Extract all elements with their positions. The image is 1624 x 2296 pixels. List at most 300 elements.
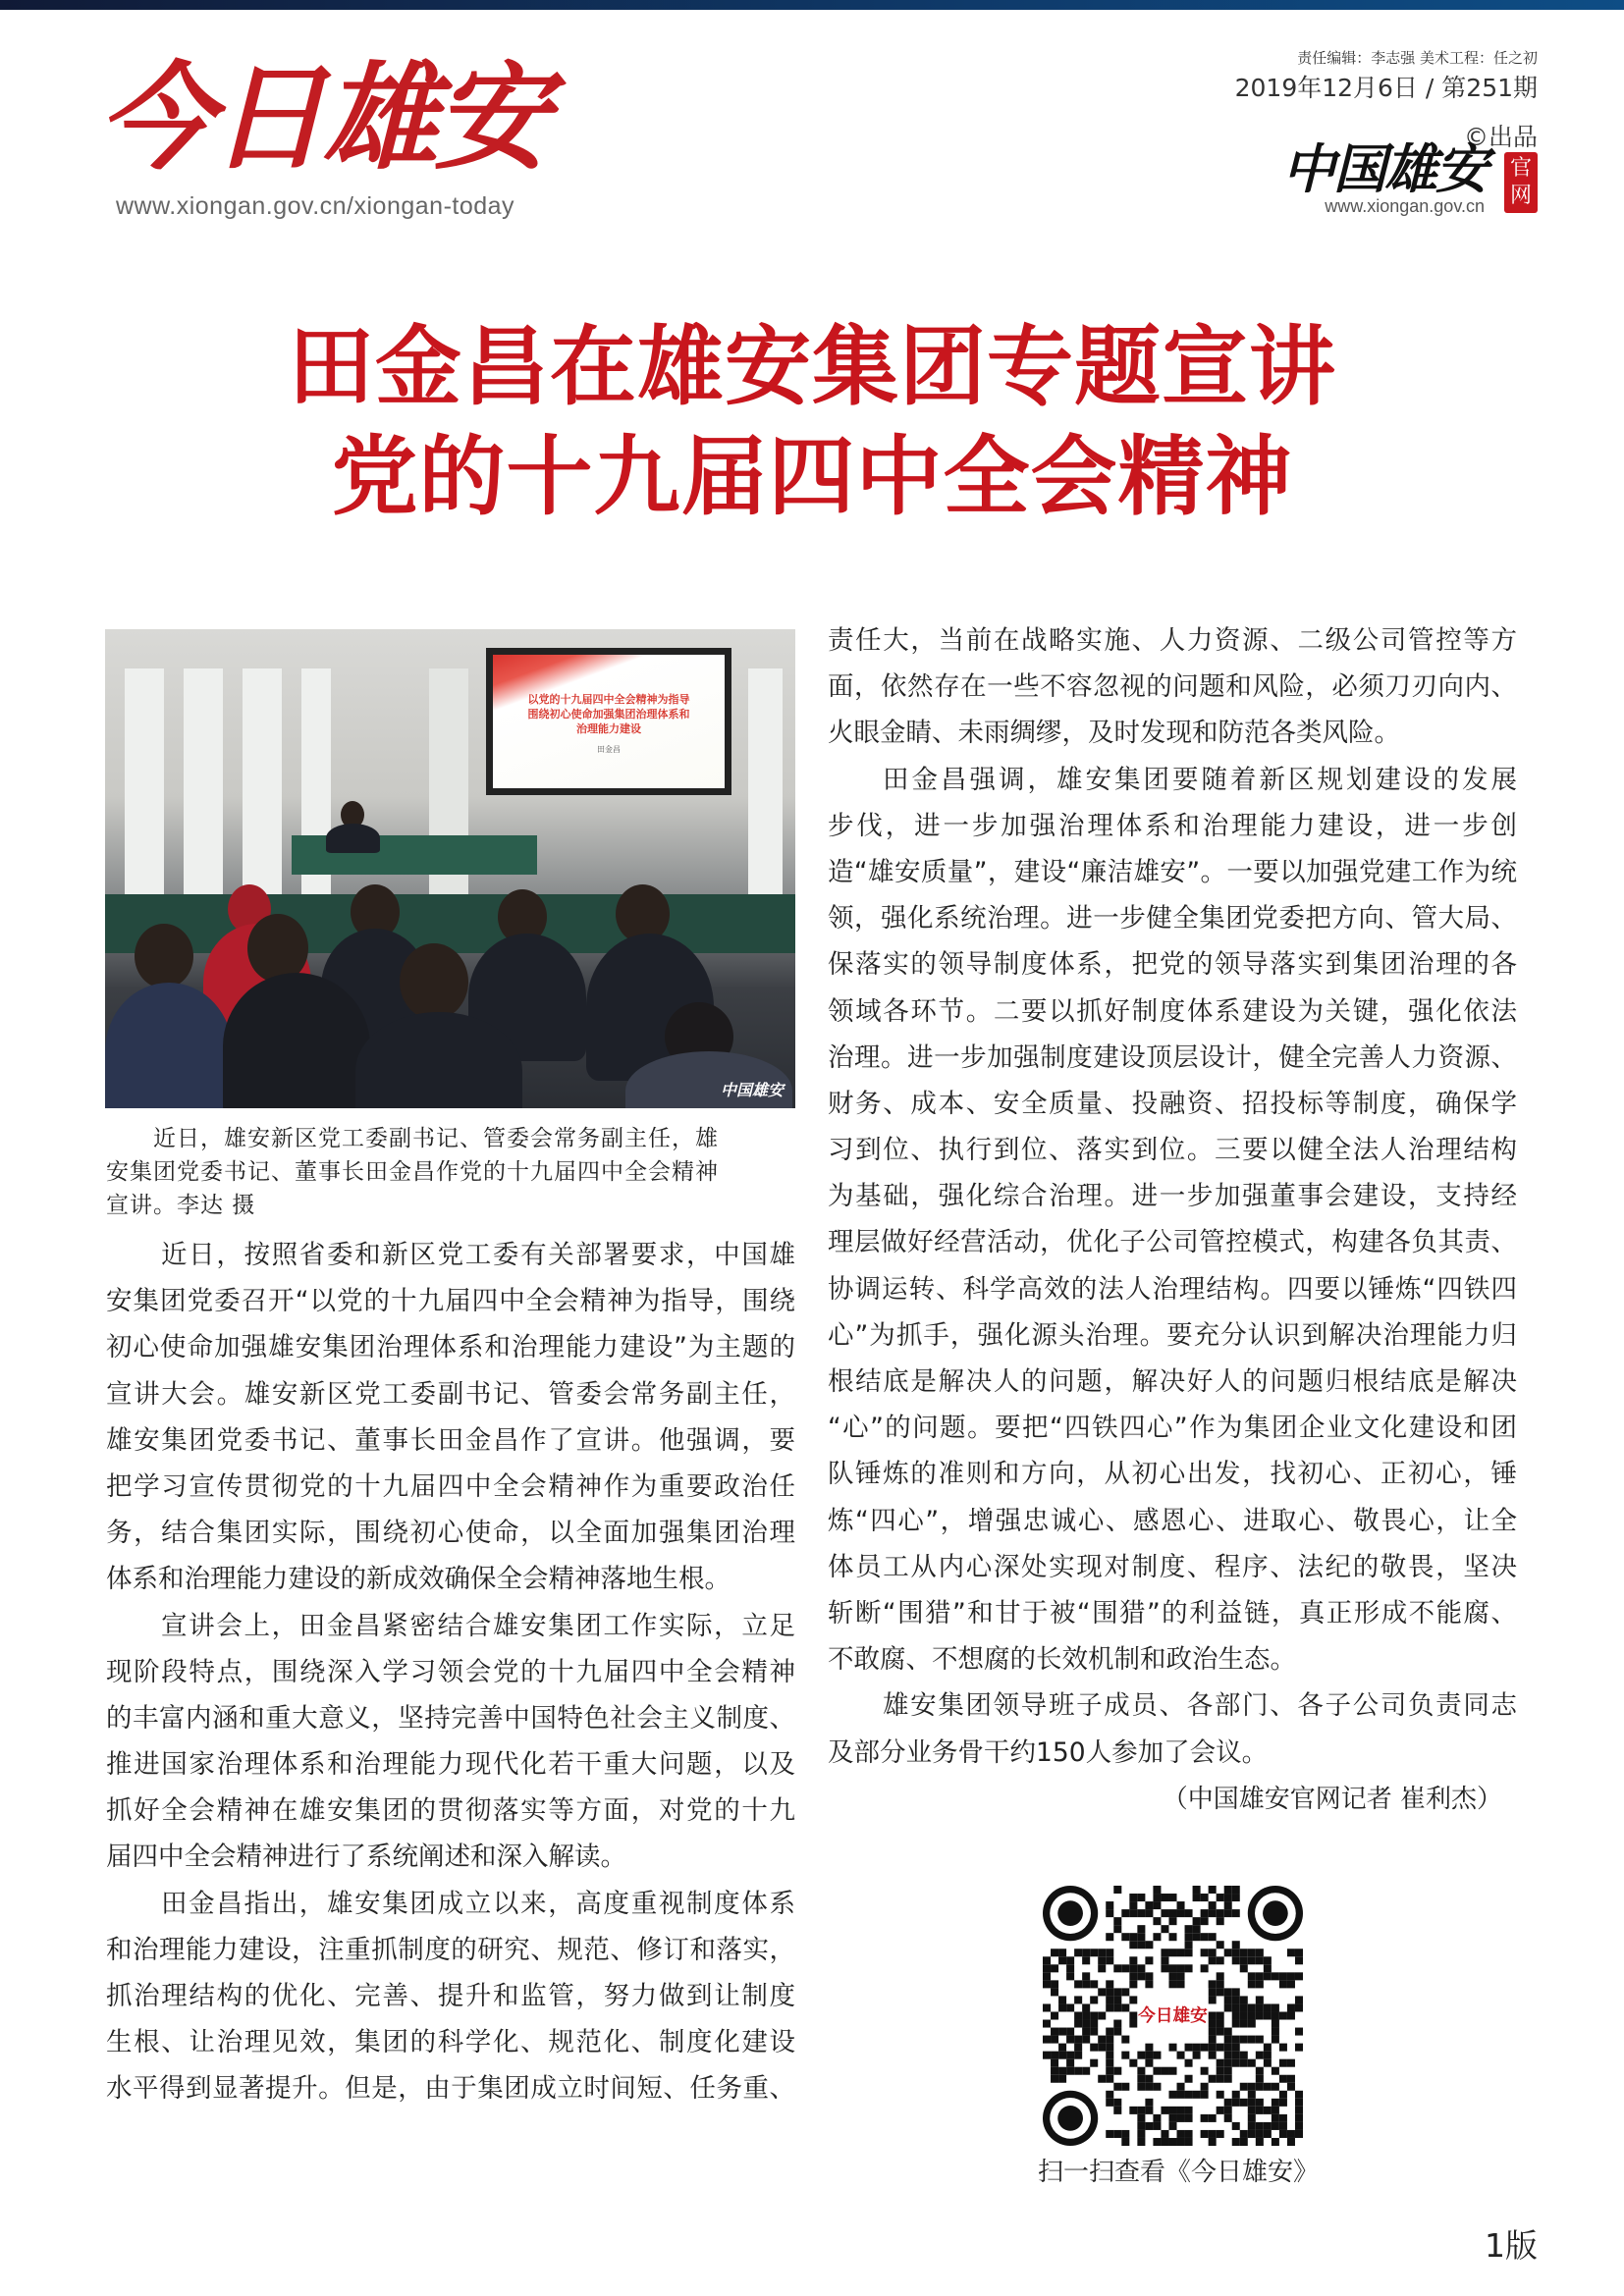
masthead-url[interactable]: www.xiongan.gov.cn/xiongan-today xyxy=(116,192,515,220)
qr-module xyxy=(1295,1949,1303,1956)
qr-module xyxy=(1153,1917,1161,1925)
article-line: 治理。进一步加强制度建设顶层设计，健全完善人力资源、 xyxy=(828,1041,1517,1073)
qr-module xyxy=(1161,1925,1168,1933)
qr-module xyxy=(1279,2044,1287,2052)
qr-module xyxy=(1248,1956,1256,1964)
qr-module xyxy=(1106,1909,1113,1917)
article-line: 抓好全会精神在雄安集团的贯彻落实等方面，对党的十九 xyxy=(106,1795,795,1827)
qr-module xyxy=(1074,1949,1082,1956)
qr-module xyxy=(1279,2099,1287,2107)
qr-module xyxy=(1295,1956,1303,1964)
qr-module xyxy=(1232,1956,1240,1964)
article-line: 和治理能力建设，注重抓制度的研究、规范、修订和落实， xyxy=(106,1934,795,1965)
qr-module xyxy=(1106,1933,1113,1941)
qr-module xyxy=(1161,1949,1168,1956)
article-line: 责任大，当前在战略实施、人力资源、二级公司管控等方 xyxy=(828,625,1517,656)
qr-module xyxy=(1113,1886,1121,1894)
presentation-screen xyxy=(486,648,731,795)
masthead-logo: 今日雄安 xyxy=(98,49,547,186)
qr-module xyxy=(1106,2091,1113,2099)
qr-module xyxy=(1051,2028,1058,2036)
qr-module xyxy=(1137,2107,1145,2114)
qr-module xyxy=(1129,1972,1137,1980)
qr-module xyxy=(1058,2044,1066,2052)
qr-module xyxy=(1287,2059,1295,2067)
qr-module xyxy=(1177,2114,1185,2122)
qr-module xyxy=(1240,2138,1248,2146)
qr-module xyxy=(1168,1933,1176,1941)
qr-module xyxy=(1232,1894,1240,1901)
article-line: 不敢腐、不想腐的长效机制和政治生态。 xyxy=(828,1644,1296,1676)
qr-module xyxy=(1272,2028,1279,2036)
qr-module xyxy=(1240,2020,1248,2028)
qr-module xyxy=(1137,2130,1145,2138)
qr-module xyxy=(1121,2083,1129,2091)
qr-module xyxy=(1058,2075,1066,2083)
qr-module xyxy=(1272,2083,1279,2091)
qr-module xyxy=(1082,2020,1090,2028)
qr-module xyxy=(1185,2059,1193,2067)
qr-module xyxy=(1217,1956,1224,1964)
qr-module xyxy=(1224,2044,1232,2052)
qr-module xyxy=(1129,2107,1137,2114)
qr-module xyxy=(1209,2020,1217,2028)
qr-module xyxy=(1145,2107,1153,2114)
qr-module xyxy=(1240,2059,1248,2067)
qr-module xyxy=(1066,2067,1074,2075)
qr-module xyxy=(1090,1949,1098,1956)
qr-module xyxy=(1168,1917,1176,1925)
qr-module xyxy=(1121,2003,1129,2011)
qr-module xyxy=(1232,1949,1240,1956)
qr-module xyxy=(1201,2130,1209,2138)
qr-module xyxy=(1058,2003,1066,2011)
qr-module xyxy=(1168,1909,1176,1917)
qr-module xyxy=(1232,2138,1240,2146)
qr-module xyxy=(1145,2099,1153,2107)
article-line: 安集团党委召开“以党的十九届四中全会精神为指导，围绕 xyxy=(106,1286,795,1317)
qr-module xyxy=(1043,1972,1051,1980)
qr-module xyxy=(1121,2052,1129,2059)
qr-module xyxy=(1051,2067,1058,2075)
qr-module xyxy=(1168,2122,1176,2130)
qr-module xyxy=(1145,2044,1153,2052)
qr-module xyxy=(1098,2044,1106,2052)
caption-line: 安集团党委书记、董事长田金昌作党的十九届四中全会精神 xyxy=(106,1159,719,1185)
qr-module xyxy=(1129,2020,1137,2028)
qr-module xyxy=(1066,2059,1074,2067)
qr-module xyxy=(1279,2091,1287,2099)
qr-module xyxy=(1098,1956,1106,1964)
qr-module xyxy=(1209,2052,1217,2059)
article-line: 根结底是解决人的问题，解决好人的问题归根结底是解决 xyxy=(828,1366,1517,1397)
qr-module xyxy=(1137,1972,1145,1980)
qr-module xyxy=(1137,1909,1145,1917)
qr-module xyxy=(1224,1988,1232,1996)
qr-module xyxy=(1232,2091,1240,2099)
qr-module xyxy=(1295,1996,1303,2003)
qr-module xyxy=(1113,2107,1121,2114)
qr-module xyxy=(1209,1909,1217,1917)
qr-module xyxy=(1240,2130,1248,2138)
qr-module xyxy=(1224,2114,1232,2122)
qr-module xyxy=(1098,2075,1106,2083)
article-line: 为基础，强化综合治理。进一步加强董事会建设，支持经 xyxy=(828,1181,1517,1212)
qr-module xyxy=(1082,1949,1090,1956)
qr-module xyxy=(1295,2107,1303,2114)
qr-module xyxy=(1224,1949,1232,1956)
qr-module xyxy=(1201,1909,1209,1917)
qr-module xyxy=(1256,2036,1264,2044)
qr-module xyxy=(1201,1933,1209,1941)
qr-code[interactable] xyxy=(1043,1886,1303,2146)
qr-module xyxy=(1177,2091,1185,2099)
qr-module xyxy=(1058,2028,1066,2036)
qr-module xyxy=(1098,2036,1106,2044)
qr-module xyxy=(1185,2107,1193,2114)
qr-module xyxy=(1098,1949,1106,1956)
qr-module xyxy=(1051,2052,1058,2059)
qr-module xyxy=(1161,2107,1168,2114)
article-line: 宣讲会上，田金昌紧密结合雄安集团工作实际，立足 xyxy=(161,1610,795,1641)
qr-module xyxy=(1106,1901,1113,1909)
qr-module xyxy=(1145,1909,1153,1917)
qr-module xyxy=(1217,2130,1224,2138)
qr-module xyxy=(1082,2036,1090,2044)
qr-module xyxy=(1209,1901,1217,1909)
qr-module xyxy=(1121,1933,1129,1941)
qr-module xyxy=(1248,1949,1256,1956)
qr-module xyxy=(1240,2003,1248,2011)
qr-module xyxy=(1209,2036,1217,2044)
qr-module xyxy=(1217,2011,1224,2019)
qr-module xyxy=(1248,2003,1256,2011)
qr-module xyxy=(1248,2020,1256,2028)
qr-module xyxy=(1185,2091,1193,2099)
qr-module xyxy=(1248,2083,1256,2091)
qr-module xyxy=(1145,1972,1153,1980)
qr-module xyxy=(1240,1996,1248,2003)
qr-module xyxy=(1193,1886,1201,1894)
qr-module xyxy=(1051,1949,1058,1956)
qr-module xyxy=(1051,2011,1058,2019)
qr-module xyxy=(1248,1972,1256,1980)
qr-module xyxy=(1177,1901,1185,1909)
qr-module xyxy=(1193,2091,1201,2099)
qr-module xyxy=(1074,2020,1082,2028)
qr-module xyxy=(1082,2067,1090,2075)
qr-module xyxy=(1209,2028,1217,2036)
qr-module xyxy=(1264,2107,1272,2114)
qr-module xyxy=(1264,2011,1272,2019)
qr-module xyxy=(1090,1996,1098,2003)
qr-module xyxy=(1256,2011,1264,2019)
qr-module xyxy=(1153,2052,1161,2059)
qr-module xyxy=(1256,2099,1264,2107)
qr-module xyxy=(1201,1949,1209,1956)
qr-module xyxy=(1201,2067,1209,2075)
qr-module xyxy=(1066,2003,1074,2011)
qr-module xyxy=(1129,1901,1137,1909)
reporter-credit: （中国雄安官网记者 崔利杰） xyxy=(1162,1785,1502,1814)
qr-module xyxy=(1256,1996,1264,2003)
photo-caption xyxy=(106,1122,795,1222)
page-number: 1版 xyxy=(1485,2226,1538,2265)
article-line: 协调运转、科学高效的法人治理结构。四要以锤炼“四铁四 xyxy=(828,1273,1517,1305)
qr-module xyxy=(1168,2114,1176,2122)
article-line: 的丰富内涵和重大意义，坚持完善中国特色社会主义制度、 xyxy=(106,1702,795,1734)
qr-module xyxy=(1177,1972,1185,1980)
qr-module xyxy=(1145,2059,1153,2067)
qr-module xyxy=(1168,1980,1176,1988)
qr-module xyxy=(1272,2036,1279,2044)
qr-module xyxy=(1232,2059,1240,2067)
qr-module xyxy=(1129,1941,1137,1949)
qr-module xyxy=(1256,2138,1264,2146)
qr-module xyxy=(1177,2052,1185,2059)
qr-module xyxy=(1145,2052,1153,2059)
qr-module xyxy=(1240,1956,1248,1964)
publisher-url[interactable]: www.xiongan.gov.cn xyxy=(1325,196,1485,216)
article-line: 宣讲大会。雄安新区党工委副书记、管委会常务副主任， xyxy=(106,1378,795,1410)
qr-module xyxy=(1051,2036,1058,2044)
qr-module xyxy=(1240,1949,1248,1956)
qr-module xyxy=(1272,2114,1279,2122)
qr-module xyxy=(1224,2036,1232,2044)
qr-module xyxy=(1193,1925,1201,1933)
qr-module xyxy=(1217,1941,1224,1949)
qr-module xyxy=(1082,2003,1090,2011)
qr-module xyxy=(1051,1988,1058,1996)
article-line: 体员工从内心深处实现对制度、程序、法纪的敬畏，坚决 xyxy=(828,1551,1517,1582)
qr-module xyxy=(1248,1980,1256,1988)
qr-module xyxy=(1082,1980,1090,1988)
qr-module xyxy=(1043,1956,1051,1964)
qr-module xyxy=(1145,2122,1153,2130)
qr-module xyxy=(1145,1956,1153,1964)
qr-module xyxy=(1129,2011,1137,2019)
qr-module xyxy=(1106,2099,1113,2107)
qr-module xyxy=(1153,2114,1161,2122)
qr-module xyxy=(1201,1964,1209,1972)
qr-module xyxy=(1232,1996,1240,2003)
top-bar xyxy=(0,0,1624,10)
qr-module xyxy=(1185,2130,1193,2138)
qr-finder-pattern xyxy=(1057,1900,1083,1926)
qr-module xyxy=(1287,1972,1295,1980)
qr-module xyxy=(1193,2044,1201,2052)
qr-module xyxy=(1217,2028,1224,2036)
qr-module xyxy=(1264,2130,1272,2138)
qr-module xyxy=(1106,1956,1113,1964)
qr-module xyxy=(1193,2052,1201,2059)
qr-module xyxy=(1145,2075,1153,2083)
qr-module xyxy=(1295,1972,1303,1980)
qr-module xyxy=(1264,1956,1272,1964)
qr-module xyxy=(1113,2083,1121,2091)
qr-module xyxy=(1248,2122,1256,2130)
editors-credit: 责任编辑：李志强 美术工程：任之初 xyxy=(1297,49,1538,67)
article-line: 雄安集团领导班子成员、各部门、各子公司负责同志 xyxy=(883,1690,1517,1722)
qr-module xyxy=(1129,2059,1137,2067)
qr-module xyxy=(1066,2052,1074,2059)
qr-module xyxy=(1161,2067,1168,2075)
qr-module xyxy=(1121,2130,1129,2138)
qr-module xyxy=(1279,2059,1287,2067)
article-line: 火眼金睛、未雨绸缪，及时发现和防范各类风险。 xyxy=(828,718,1400,749)
qr-module xyxy=(1113,2020,1121,2028)
qr-module xyxy=(1232,1909,1240,1917)
qr-module xyxy=(1279,1980,1287,1988)
publisher-logo: 中国雄安 xyxy=(1282,137,1487,200)
qr-module xyxy=(1232,2003,1240,2011)
qr-module xyxy=(1272,1972,1279,1980)
qr-module xyxy=(1137,2083,1145,2091)
qr-module xyxy=(1106,2067,1113,2075)
qr-module xyxy=(1217,2020,1224,2028)
qr-module xyxy=(1279,2114,1287,2122)
qr-module xyxy=(1193,1894,1201,1901)
qr-module xyxy=(1168,2138,1176,2146)
qr-module xyxy=(1058,2067,1066,2075)
qr-module xyxy=(1106,2075,1113,2083)
article-line: 面，依然存在一些不容忽视的问题和风险，必须刀刃向内、 xyxy=(828,671,1517,703)
qr-module xyxy=(1209,1886,1217,1894)
qr-module xyxy=(1224,2052,1232,2059)
qr-module xyxy=(1264,2083,1272,2091)
qr-module xyxy=(1043,2036,1051,2044)
qr-module xyxy=(1121,1909,1129,1917)
qr-module xyxy=(1168,1972,1176,1980)
qr-module xyxy=(1217,2067,1224,2075)
qr-module xyxy=(1209,1988,1217,1996)
qr-module xyxy=(1279,2075,1287,2083)
qr-module xyxy=(1043,2052,1051,2059)
qr-module xyxy=(1090,2020,1098,2028)
qr-module xyxy=(1240,2052,1248,2059)
qr-module xyxy=(1153,2138,1161,2146)
caption-line: 近日，雄安新区党工委副书记、管委会常务副主任，雄 xyxy=(106,1126,719,1151)
qr-module xyxy=(1217,2075,1224,2083)
qr-module xyxy=(1177,2138,1185,2146)
qr-module xyxy=(1113,2067,1121,2075)
qr-module xyxy=(1129,1894,1137,1901)
qr-module xyxy=(1185,2075,1193,2083)
headline-line-1: 田金昌在雄安集团专题宣讲 xyxy=(287,315,1336,417)
qr-module xyxy=(1137,2052,1145,2059)
qr-module xyxy=(1224,1909,1232,1917)
qr-module xyxy=(1201,1917,1209,1925)
qr-module xyxy=(1137,2122,1145,2130)
qr-module xyxy=(1232,2036,1240,2044)
qr-module xyxy=(1209,1956,1217,1964)
qr-module xyxy=(1066,2028,1074,2036)
qr-module xyxy=(1264,2044,1272,2052)
qr-module xyxy=(1106,2052,1113,2059)
qr-module xyxy=(1090,1980,1098,1988)
article-line: 水平得到显著提升。但是，由于集团成立时间短、任务重、 xyxy=(106,2073,795,2105)
qr-module xyxy=(1145,1941,1153,1949)
qr-module xyxy=(1185,2044,1193,2052)
qr-module xyxy=(1106,1996,1113,2003)
article-line: 队锤炼的准则和方向，从初心出发，找初心、正初心，锤 xyxy=(828,1459,1517,1490)
qr-module xyxy=(1193,1917,1201,1925)
qr-module xyxy=(1066,1956,1074,1964)
qr-module xyxy=(1287,2075,1295,2083)
qr-module xyxy=(1287,2011,1295,2019)
article-line: 炼“四心”，增强忠诚心、感恩心、进取心、敬畏心，让全 xyxy=(828,1505,1517,1536)
screen-author: 田金昌 xyxy=(597,745,621,754)
qr-module xyxy=(1074,2067,1082,2075)
qr-module xyxy=(1113,2099,1121,2107)
qr-module xyxy=(1113,1917,1121,1925)
qr-module xyxy=(1217,1917,1224,1925)
qr-module xyxy=(1043,1980,1051,1988)
qr-module xyxy=(1106,1949,1113,1956)
qr-module xyxy=(1256,2067,1264,2075)
article-line: 把学习宣传贯彻党的十九届四中全会精神作为重要政治任 xyxy=(106,1470,795,1502)
qr-module xyxy=(1287,1980,1295,1988)
qr-module xyxy=(1113,1996,1121,2003)
qr-module xyxy=(1248,2091,1256,2099)
qr-module xyxy=(1264,2003,1272,2011)
qr-module xyxy=(1201,2044,1209,2052)
qr-module xyxy=(1256,2122,1264,2130)
qr-module xyxy=(1248,2107,1256,2114)
qr-module xyxy=(1137,2075,1145,2083)
article-line: 及部分业务骨干约150人参加了会议。 xyxy=(828,1736,1269,1768)
qr-center-label: 今日雄安 xyxy=(1138,2005,1208,2027)
qr-module xyxy=(1137,1964,1145,1972)
headline-line-2: 党的十九届四中全会精神 xyxy=(331,425,1293,527)
qr-module xyxy=(1106,2028,1113,2036)
qr-module xyxy=(1161,1956,1168,1964)
qr-module xyxy=(1066,1972,1074,1980)
qr-finder-pattern xyxy=(1057,2106,1083,2131)
qr-module xyxy=(1248,2099,1256,2107)
qr-module xyxy=(1279,2122,1287,2130)
qr-module xyxy=(1121,1964,1129,1972)
qr-module xyxy=(1256,1949,1264,1956)
article-left-column xyxy=(106,1232,795,2112)
qr-module xyxy=(1082,2011,1090,2019)
qr-module xyxy=(1224,1996,1232,2003)
qr-module xyxy=(1137,2138,1145,2146)
qr-module xyxy=(1224,2067,1232,2075)
qr-module xyxy=(1232,2020,1240,2028)
qr-module xyxy=(1272,2099,1279,2107)
article-line: 习到位、执行到位、落实到位。三要以健全法人治理结构 xyxy=(828,1135,1517,1166)
qr-module xyxy=(1240,1964,1248,1972)
qr-module xyxy=(1066,1964,1074,1972)
qr-module xyxy=(1153,1886,1161,1894)
qr-module xyxy=(1224,2075,1232,2083)
qr-module xyxy=(1256,1980,1264,1988)
article-line: 体系和治理能力建设的新成效确保全会精神落地生根。 xyxy=(106,1564,731,1595)
article-line: “心”的问题。要把“四铁四心”作为集团企业文化建设和团 xyxy=(828,1413,1517,1444)
qr-module xyxy=(1090,2044,1098,2052)
qr-module xyxy=(1272,2107,1279,2114)
qr-module xyxy=(1090,2028,1098,2036)
qr-module xyxy=(1153,1901,1161,1909)
qr-module xyxy=(1256,2052,1264,2059)
qr-module xyxy=(1098,2011,1106,2019)
qr-module xyxy=(1264,1964,1272,1972)
qr-module xyxy=(1201,2114,1209,2122)
qr-module xyxy=(1177,1909,1185,1917)
qr-module xyxy=(1121,2036,1129,2044)
qr-module xyxy=(1224,1894,1232,1901)
